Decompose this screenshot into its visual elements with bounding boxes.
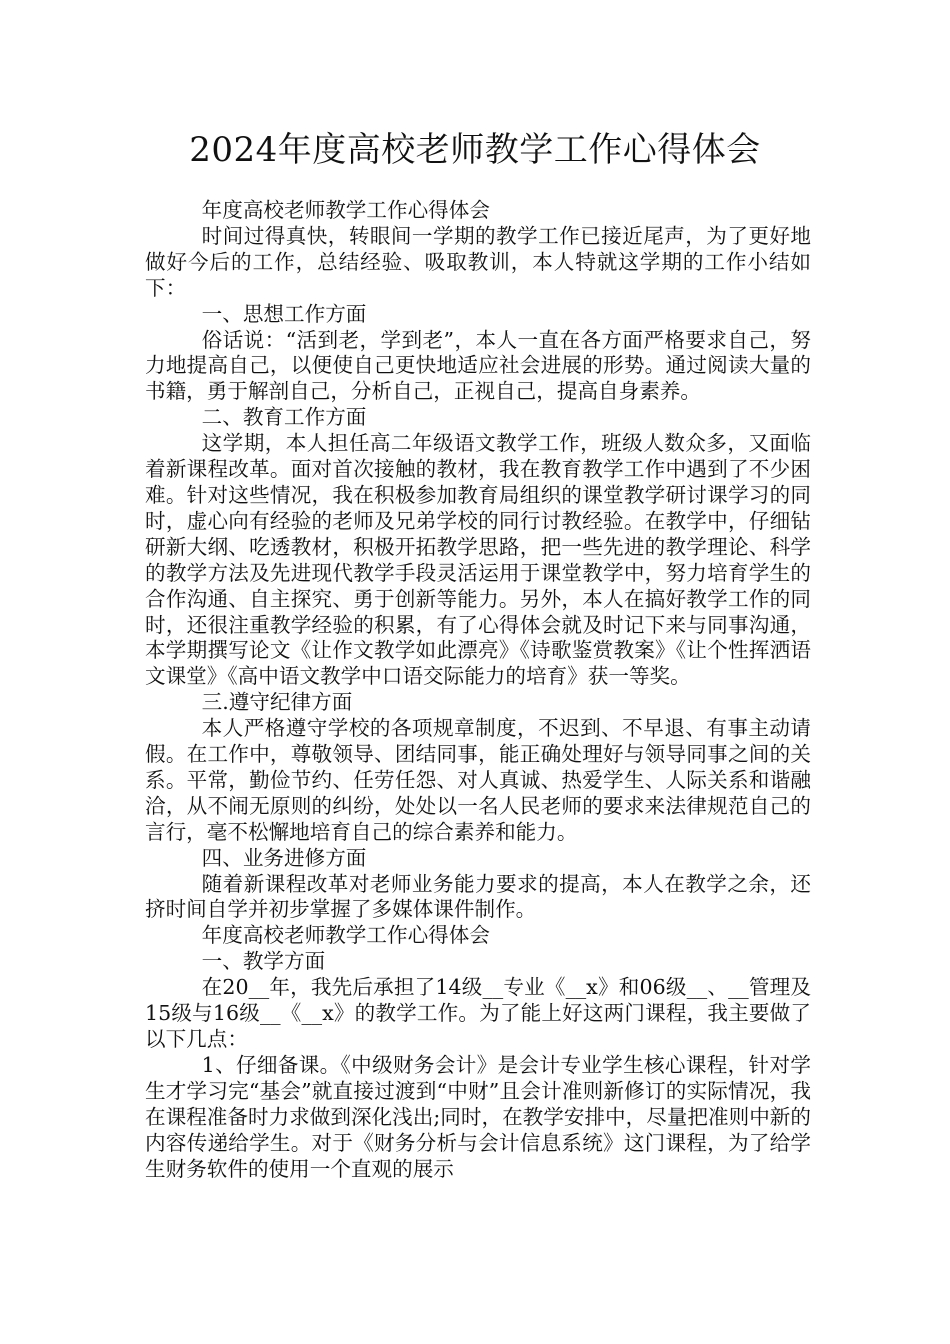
section-heading: 二、教育工作方面 <box>201 405 367 430</box>
paragraph: 俗话说：“活到老，学到老”，本人一直在各方面严格要求自己，努力地提高自己，以便使自己更快地适应社会进展的形势。通过阅读大量的书籍，勇于解剖自己，分析自己，正视自己，提高自身素养。 <box>145 327 811 404</box>
paragraph: 在20__年，我先后承担了14级__专业《__x》和06级__、__管理及15级与16级__《__x》的教学工作。为了能上好这两门课程，我主要做了以下几点： <box>145 975 811 1051</box>
document-body <box>145 198 811 1182</box>
section-heading: 四、业务进修方面 <box>201 845 367 870</box>
paragraph: 时间过得真快，转眼间一学期的教学工作已接近尾声，为了更好地做好今后的工作，总结经验、吸取教训，本人特就这学期的工作小结如下： <box>145 223 811 300</box>
section-heading: 三.遵守纪律方面 <box>201 690 353 715</box>
document-title: 2024年度高校老师教学工作心得体会 <box>189 130 761 170</box>
paragraph: 随着新课程改革对老师业务能力要求的提高，本人在教学之余，还挤时间自学并初步掌握了多媒体课件制作。 <box>145 871 811 922</box>
paragraph: 年度高校老师教学工作心得体会 <box>201 923 490 948</box>
section-heading: 一、思想工作方面 <box>201 301 367 326</box>
paragraph: 1、仔细备课。《中级财务会计》是会计专业学生核心课程，针对学生才学习完“基会”就直接过渡到“中财”且会计准则新修订的实际情况，我在课程准备时力求做到深化浅出;同时，在教学安排中，尽量把准则中新的内容传递给学生。对于《财务分析与会计信息系统》这门课程，为了给学生财务软件的使用一个直观的展示 <box>145 1052 811 1181</box>
paragraph: 本人严格遵守学校的各项规章制度，不迟到、不早退、有事主动请假。在工作中，尊敬领导、团结同事，能正确处理好与领导同事之间的关系。平常，勤俭节约、任劳任怨、对人真诚、热爱学生、人际关系和谐融洽，从不闹无原则的纠纷，处处以一名人民老师的要求来法律规范自己的言行，毫不松懈地培育自己的综合素养和能力。 <box>145 716 811 844</box>
section-heading: 一、教学方面 <box>201 949 326 974</box>
paragraph: 年度高校老师教学工作心得体会 <box>201 198 490 222</box>
paragraph: 这学期，本人担任高二年级语文教学工作，班级人数众多，又面临着新课程改革。面对首次接触的教材，我在教育教学工作中遇到了不少困难。针对这些情况，我在积极参加教育局组织的课堂教学研讨课学习的同时，虚心向有经验的老师及兄弟学校的同行讨教经验。在教学中，仔细钻研新大纲、吃透教材，积极开拓教学思路，把一些先进的教学理论、科学的教学方法及先进现代教学手段灵活运用于课堂教学中，努力培育学生的合作沟通、自主探究、勇于创新等能力。另外，本人在搞好教学工作的同时，还很注重教学经验的积累，有了心得体会就及时记下来与同事沟通，本学期撰写论文《让作文教学如此漂亮》《诗歌鉴赏教案》《让个性挥洒语文课堂》《高中语文教学中口语交际能力的培育》获一等奖。 <box>145 431 811 689</box>
